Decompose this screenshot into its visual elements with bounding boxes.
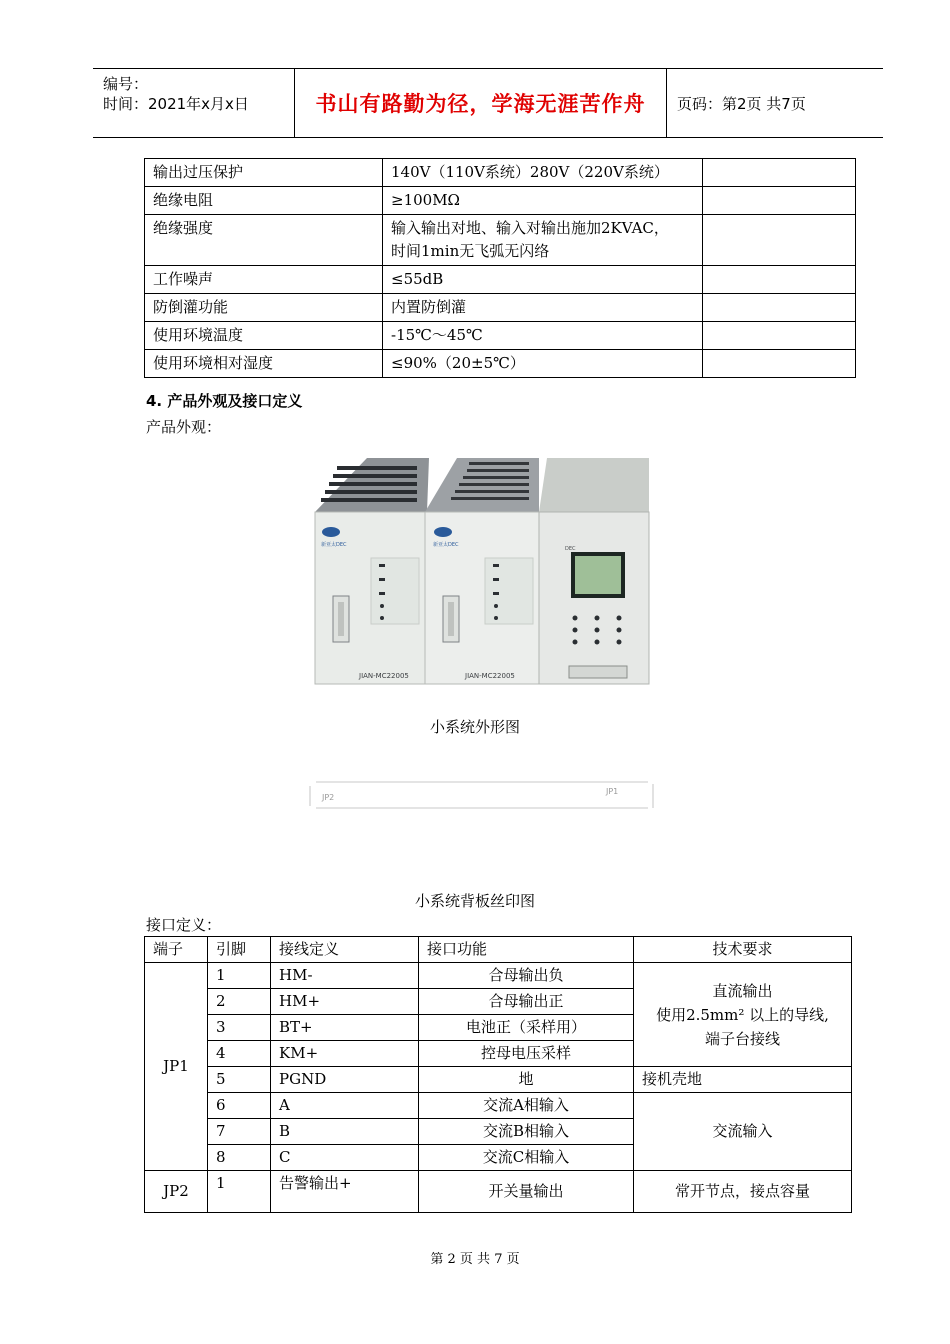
- table-row: [145, 294, 856, 322]
- spec-name: 工作噪声: [145, 266, 383, 294]
- spec-extra: [703, 215, 856, 266]
- module-model-label: JIAN-MC22005: [359, 672, 409, 680]
- pin-cell: 1: [208, 1171, 271, 1213]
- req-cell: 交流输入: [634, 1093, 852, 1171]
- table-row: [145, 266, 856, 294]
- motto: 书山有路勤为径，学海无涯苦作舟: [315, 92, 646, 116]
- time-label: 时间：2021年x月x日: [103, 95, 249, 113]
- backplate-jp1-label: JP1: [606, 787, 619, 796]
- pin-cell: 2: [208, 989, 271, 1015]
- pin-cell: 7: [208, 1119, 271, 1145]
- spec-name: 使用环境温度: [145, 322, 383, 350]
- func-cell: 电池正（采样用）: [419, 1015, 634, 1041]
- spec-value: 140V（110V系统）280V（220V系统）: [383, 159, 703, 187]
- brand-text: 新亚太DEC: [433, 542, 459, 548]
- spec-table: [144, 158, 856, 378]
- spec-value: 内置防倒灌: [383, 294, 703, 322]
- table-row: [145, 1067, 852, 1093]
- spec-name: 绝缘强度: [145, 215, 383, 266]
- def-cell: BT+: [271, 1015, 419, 1041]
- page-header: [93, 68, 883, 138]
- backplate-diagram: [306, 778, 658, 812]
- spec-name: 绝缘电阻: [145, 187, 383, 215]
- spec-extra: [703, 159, 856, 187]
- func-cell: 合母输出负: [419, 963, 634, 989]
- func-cell: 交流A相输入: [419, 1093, 634, 1119]
- number-label: 编号：: [103, 75, 149, 93]
- interface-label: 接口定义：: [146, 916, 222, 934]
- brand-text: 新亚太DEC: [321, 542, 347, 548]
- spec-value: ≤90%（20±5℃）: [383, 350, 703, 378]
- req-line: 使用2.5mm² 以上的导线,: [656, 1005, 829, 1024]
- spec-value-line: 时间1min无飞弧无闪络: [391, 242, 550, 260]
- table-row: [145, 187, 856, 215]
- pin-cell: 3: [208, 1015, 271, 1041]
- req-cell: 接机壳地: [634, 1067, 852, 1093]
- spec-value-line: 输入输出对地、输入对输出施加2KVAC，: [391, 219, 669, 237]
- col-header: 端子: [145, 937, 208, 963]
- product-photo: [307, 450, 657, 692]
- page-footer: 第 2 页 共 7 页: [430, 1252, 520, 1267]
- def-cell: HM-: [271, 963, 419, 989]
- table-row: [145, 1093, 852, 1119]
- header-meta-cell: [93, 69, 295, 137]
- func-cell: 控母电压采样: [419, 1041, 634, 1067]
- spec-value: ≤55dB: [383, 266, 703, 294]
- def-cell: C: [271, 1145, 419, 1171]
- controller-brand: DEC: [565, 546, 576, 552]
- pin-cell: 6: [208, 1093, 271, 1119]
- req-cell: [634, 963, 852, 1067]
- def-cell: B: [271, 1119, 419, 1145]
- spec-name: 使用环境相对湿度: [145, 350, 383, 378]
- backplate-jp2-label: JP2: [322, 793, 335, 802]
- table-row: [145, 159, 856, 187]
- pin-cell: 5: [208, 1067, 271, 1093]
- table-header-row: [145, 937, 852, 963]
- table-row: [145, 1171, 852, 1213]
- spec-name: 输出过压保护: [145, 159, 383, 187]
- func-cell: 交流B相输入: [419, 1119, 634, 1145]
- table-row: [145, 215, 856, 266]
- func-cell: 开关量输出: [419, 1171, 634, 1213]
- interface-table: [144, 936, 852, 1213]
- page-indicator: 页码：第2页 共7页: [677, 94, 806, 113]
- backplate-caption: 小系统背板丝印图: [414, 892, 535, 910]
- spec-value: -15℃～45℃: [383, 322, 703, 350]
- spec-value: ≥100MΩ: [383, 187, 703, 215]
- spec-extra: [703, 350, 856, 378]
- spec-extra: [703, 266, 856, 294]
- header-page-cell: [667, 69, 883, 137]
- module-model-label: JIAN-MC22005: [465, 672, 515, 680]
- header-motto-cell: [295, 69, 667, 137]
- spec-name: 防倒灌功能: [145, 294, 383, 322]
- col-header: 引脚: [208, 937, 271, 963]
- pin-cell: 1: [208, 963, 271, 989]
- appearance-label: 产品外观：: [146, 418, 222, 436]
- def-cell: 告警输出+: [271, 1171, 419, 1213]
- def-cell: KM+: [271, 1041, 419, 1067]
- col-header: 技术要求: [634, 937, 852, 963]
- def-cell: HM+: [271, 989, 419, 1015]
- req-line: 端子台接线: [704, 1029, 780, 1048]
- photo-caption: 小系统外形图: [429, 718, 520, 736]
- def-cell: A: [271, 1093, 419, 1119]
- table-row: [145, 322, 856, 350]
- terminal-cell: JP1: [145, 963, 208, 1171]
- func-cell: 交流C相输入: [419, 1145, 634, 1171]
- pin-cell: 4: [208, 1041, 271, 1067]
- table-row: [145, 350, 856, 378]
- func-cell: 合母输出正: [419, 989, 634, 1015]
- table-row: [145, 963, 852, 989]
- terminal-cell: JP2: [145, 1171, 208, 1213]
- spec-value: [383, 215, 703, 266]
- section-heading: 4. 产品外观及接口定义: [146, 392, 303, 410]
- col-header: 接线定义: [271, 937, 419, 963]
- spec-extra: [703, 187, 856, 215]
- col-header: 接口功能: [419, 937, 634, 963]
- req-line: 直流输出: [712, 981, 773, 1000]
- pin-cell: 8: [208, 1145, 271, 1171]
- def-cell: PGND: [271, 1067, 419, 1093]
- req-cell: 常开节点，接点容量: [634, 1171, 852, 1213]
- func-cell: 地: [419, 1067, 634, 1093]
- spec-extra: [703, 322, 856, 350]
- spec-extra: [703, 294, 856, 322]
